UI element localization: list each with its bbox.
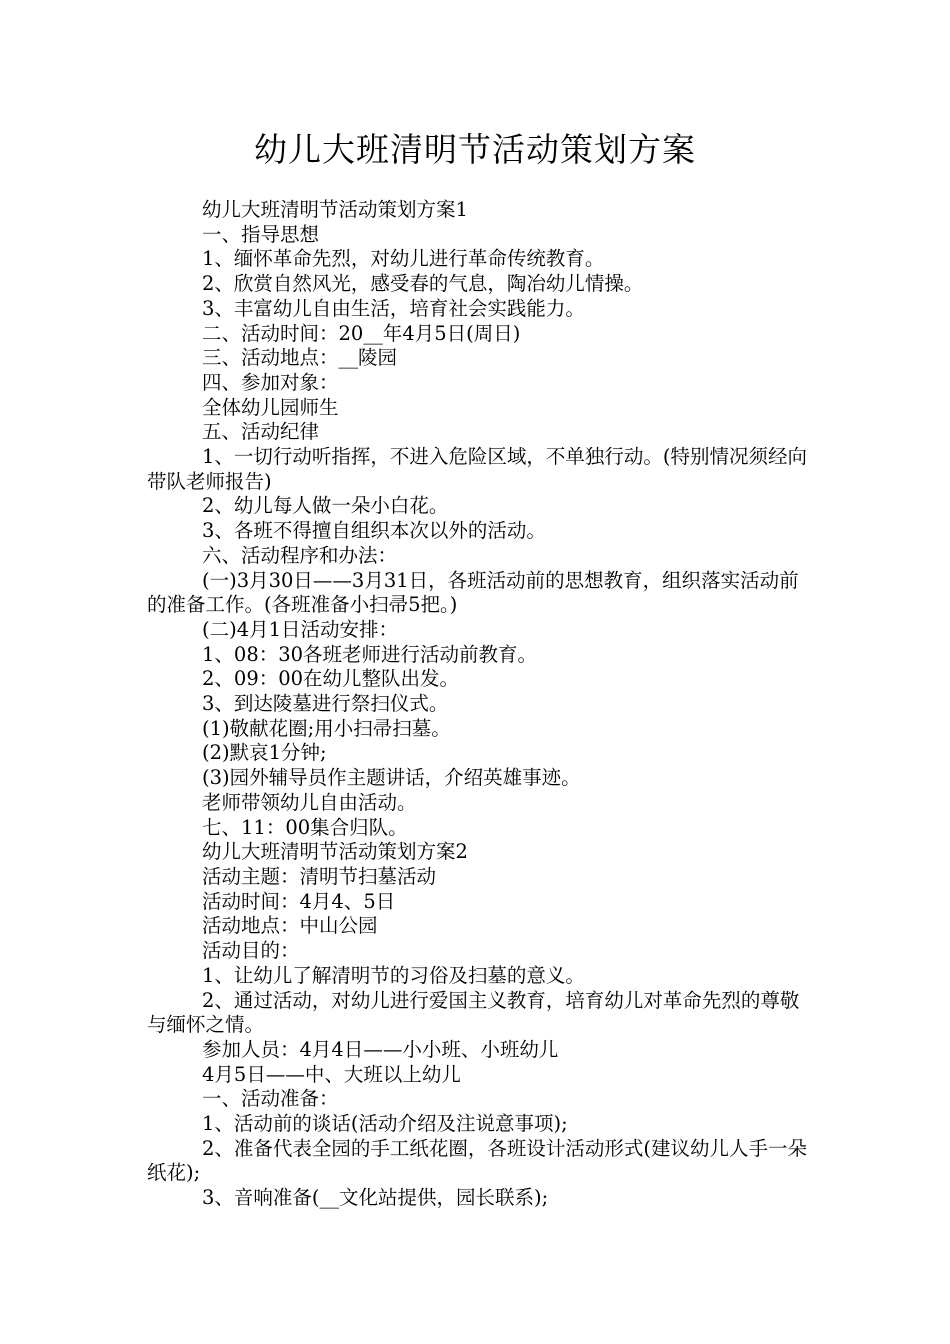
paragraph: 2、通过活动，对幼儿进行爱国主义教育，培育幼儿对革命先烈的尊敬与缅怀之情。 [147,988,800,1037]
paragraph: 幼儿大班清明节活动策划方案1 [202,198,468,221]
paragraph: 2、准备代表全园的手工纸花圈，各班设计活动形式(建议幼儿人手一朵纸花); [147,1136,808,1185]
paragraph: 活动目的： [202,939,300,963]
paragraph: (二)4月1日活动安排： [202,617,399,641]
paragraph: 六、活动程序和办法： [202,543,398,567]
paragraph: 四、参加对象： [202,370,339,394]
paragraph: (1)敬献花圈;用小扫帚扫墓。 [202,716,451,740]
paragraph: 七、11：00集合归队。 [202,815,408,839]
paragraph: 3、音响准备(__文化站提供，园长联系); [202,1186,549,1210]
paragraph: 全体幼儿园师生 [202,395,339,419]
paragraph: 1、缅怀革命先烈，对幼儿进行革命传统教育。 [202,247,605,271]
paragraph: 二、活动时间：20__年4月5日(周日) [202,321,521,345]
paragraph: 1、让幼儿了解清明节的习俗及扫墓的意义。 [202,963,585,987]
paragraph: 五、活动纪律 [202,420,320,444]
paragraph: 3、各班不得擅自组织本次以外的活动。 [202,519,546,543]
paragraph: 3、丰富幼儿自由生活，培育社会实践能力。 [202,296,585,320]
paragraph: 2、欣赏自然风光，感受春的气息，陶冶幼儿情操。 [202,272,644,296]
document-body [147,198,811,1211]
paragraph: 1、08：30各班老师进行活动前教育。 [202,642,538,666]
paragraph: 2、幼儿每人做一朵小白花。 [202,494,449,518]
paragraph: 老师带领幼儿自由活动。 [202,790,417,814]
paragraph: 2、09：00在幼儿整队出发。 [202,667,460,691]
paragraph: 活动主题：清明节扫墓活动 [202,864,437,888]
paragraph: (3)园外辅导员作主题讲话，介绍英雄事迹。 [202,766,581,790]
paragraph: 活动地点：中山公园 [202,914,378,938]
paragraph: (一)3月30日——3月31日，各班活动前的思想教育，组织落实活动前的准备工作。(各班准备小扫帚5把。) [147,568,799,617]
paragraph: 参加人员：4月4日——小小班、小班幼儿 [202,1037,559,1061]
paragraph: 幼儿大班清明节活动策划方案2 [202,840,468,864]
paragraph: (2)默哀1分钟; [202,741,327,765]
paragraph: 一、活动准备： [202,1087,339,1111]
paragraph: 三、活动地点：__陵园 [202,346,398,370]
document-title: 幼儿大班清明节活动策划方案 [254,130,696,169]
paragraph: 4月5日——中、大班以上幼儿 [202,1062,461,1086]
paragraph: 1、活动前的谈话(活动介绍及注说意事项); [202,1112,568,1136]
paragraph: 活动时间：4月4、5日 [202,889,396,913]
paragraph: 一、指导思想 [202,222,320,246]
paragraph: 3、到达陵墓进行祭扫仪式。 [202,692,449,716]
paragraph: 1、一切行动听指挥，不进入危险区域，不单独行动。(特别情况须经向带队老师报告) [147,445,808,493]
